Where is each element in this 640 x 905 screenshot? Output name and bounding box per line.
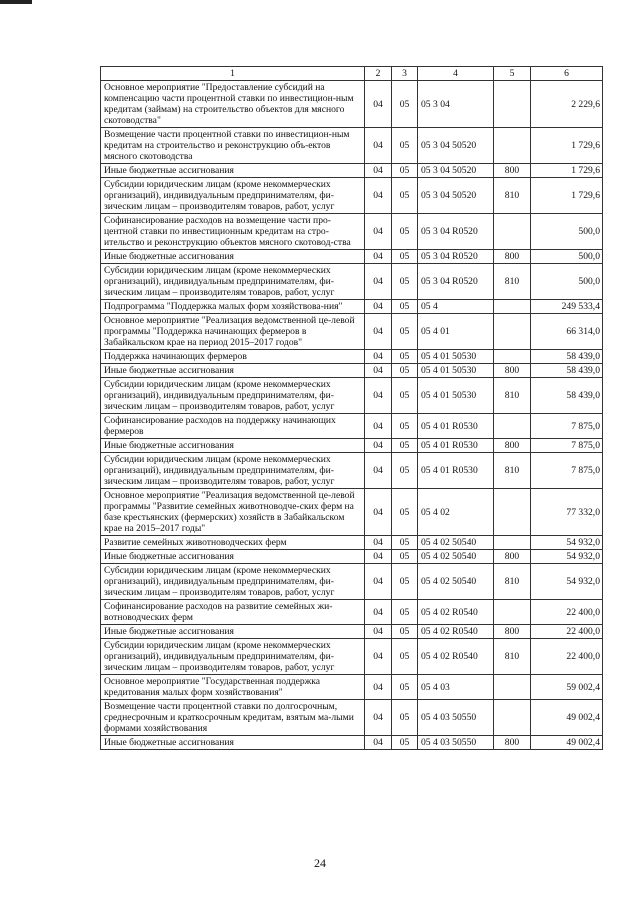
expense-type-cell: 800 [494,364,531,378]
subsection-cell: 05 [392,300,418,314]
section-cell: 04 [365,550,392,564]
section-cell: 04 [365,414,392,439]
section-cell: 04 [365,128,392,164]
section-cell: 04 [365,178,392,214]
row-name-cell: Основное мероприятие "Реализация ведомственной це-левой программы "Поддержка начинающих фермеров в Забайкальском крае на период 2015–2017 годов" [101,314,365,350]
section-cell: 04 [365,364,392,378]
target-article-cell: 05 4 01 50530 [418,364,494,378]
section-cell: 04 [365,378,392,414]
row-name-cell: Иные бюджетные ассигнования [101,550,365,564]
expense-type-cell [494,489,531,536]
target-article-cell: 05 4 02 [418,489,494,536]
expense-type-cell [494,300,531,314]
row-name-cell: Иные бюджетные ассигнования [101,625,365,639]
expense-type-cell: 800 [494,625,531,639]
expense-type-cell [494,128,531,164]
section-cell: 04 [365,700,392,736]
section-cell: 04 [365,625,392,639]
table-row [101,439,603,453]
amount-cell: 54 932,0 [531,564,603,600]
amount-cell: 49 002,4 [531,736,603,750]
column-header: 6 [531,67,603,81]
row-name-cell: Софинансирование расходов на поддержку начинающих фермеров [101,414,365,439]
target-article-cell: 05 4 03 [418,675,494,700]
expense-type-cell [494,600,531,625]
row-name-cell: Основное мероприятие "Реализация ведомственной це-левой программы "Развитие семейных животноводче-ских ферм на базе крестьянских (фермерских) хозяйств в Забайкальском крае на 2015–2017 годы" [101,489,365,536]
row-name-cell: Иные бюджетные ассигнования [101,439,365,453]
amount-cell: 1 729,6 [531,128,603,164]
column-header: 1 [101,67,365,81]
scan-corner-mark [0,0,32,4]
amount-cell: 58 439,0 [531,378,603,414]
target-article-cell: 05 4 03 50550 [418,700,494,736]
row-name-cell: Субсидии юридическим лицам (кроме некоммерческих организаций), индивидуальным предпринимателям, фи-зическим лицам – производителям товаров, работ, услуг [101,178,365,214]
target-article-cell: 05 4 01 R0530 [418,439,494,453]
subsection-cell: 05 [392,81,418,128]
amount-cell: 58 439,0 [531,364,603,378]
page-number: 24 [314,856,326,870]
subsection-cell: 05 [392,164,418,178]
expense-type-cell [494,536,531,550]
table-row [101,264,603,300]
amount-cell: 1 729,6 [531,178,603,214]
expense-type-cell: 810 [494,639,531,675]
row-name-cell: Поддержка начинающих фермеров [101,350,365,364]
section-cell: 04 [365,350,392,364]
target-article-cell: 05 4 02 R0540 [418,625,494,639]
expense-type-cell: 800 [494,164,531,178]
expense-type-cell [494,675,531,700]
subsection-cell: 05 [392,536,418,550]
row-name-cell: Возмещение части процентной ставки по долгосрочным, среднесрочным и краткосрочным кредитам, взятым ма-лыми формами хозяйствования [101,700,365,736]
section-cell: 04 [365,453,392,489]
section-cell: 04 [365,264,392,300]
section-cell: 04 [365,489,392,536]
amount-cell: 22 400,0 [531,639,603,675]
table-row [101,214,603,250]
section-cell: 04 [365,600,392,625]
expense-type-cell: 810 [494,453,531,489]
amount-cell: 7 875,0 [531,453,603,489]
section-cell: 04 [365,639,392,675]
row-name-cell: Софинансирование расходов на развитие семейных жи-вотноводческих ферм [101,600,365,625]
table-row [101,378,603,414]
expense-type-cell [494,314,531,350]
target-article-cell: 05 3 04 50520 [418,128,494,164]
table-row [101,675,603,700]
amount-cell: 500,0 [531,214,603,250]
row-name-cell: Субсидии юридическим лицам (кроме некоммерческих организаций), индивидуальным предпринимателям, фи-зическим лицам – производителям товаров, работ, услуг [101,564,365,600]
target-article-cell: 05 3 04 50520 [418,178,494,214]
expense-type-cell: 800 [494,550,531,564]
subsection-cell: 05 [392,128,418,164]
amount-cell: 66 314,0 [531,314,603,350]
target-article-cell: 05 4 02 50540 [418,536,494,550]
subsection-cell: 05 [392,314,418,350]
subsection-cell: 05 [392,264,418,300]
table-row [101,600,603,625]
row-name-cell: Основное мероприятие "Государственная поддержка кредитования малых форм хозяйствования" [101,675,365,700]
column-header: 4 [418,67,494,81]
subsection-cell: 05 [392,250,418,264]
expense-type-cell: 810 [494,378,531,414]
amount-cell: 7 875,0 [531,439,603,453]
target-article-cell: 05 4 02 50540 [418,564,494,600]
expense-type-cell [494,414,531,439]
row-name-cell: Иные бюджетные ассигнования [101,736,365,750]
subsection-cell: 05 [392,364,418,378]
table-row [101,736,603,750]
table-row [101,81,603,128]
table-row [101,128,603,164]
subsection-cell: 05 [392,675,418,700]
amount-cell: 54 932,0 [531,550,603,564]
target-article-cell: 05 4 01 R0530 [418,453,494,489]
table-row [101,536,603,550]
target-article-cell: 05 3 04 [418,81,494,128]
subsection-cell: 05 [392,178,418,214]
amount-cell: 22 400,0 [531,600,603,625]
subsection-cell: 05 [392,439,418,453]
column-header: 5 [494,67,531,81]
expense-type-cell [494,214,531,250]
subsection-cell: 05 [392,550,418,564]
expense-type-cell: 800 [494,736,531,750]
section-cell: 04 [365,536,392,550]
target-article-cell: 05 4 02 50540 [418,550,494,564]
subsection-cell: 05 [392,350,418,364]
table-row [101,564,603,600]
target-article-cell: 05 3 04 R0520 [418,250,494,264]
target-article-cell: 05 4 01 R0530 [418,414,494,439]
target-article-cell: 05 3 04 R0520 [418,264,494,300]
row-name-cell: Софинансирование расходов на возмещение части про-центной ставки по инвестиционным кредитам на стро-ительство и реконструкцию объектов мясного скотовод-ства [101,214,365,250]
subsection-cell: 05 [392,625,418,639]
subsection-cell: 05 [392,414,418,439]
table-row [101,364,603,378]
expense-type-cell: 800 [494,250,531,264]
section-cell: 04 [365,564,392,600]
table-row [101,489,603,536]
amount-cell: 7 875,0 [531,414,603,439]
section-cell: 04 [365,250,392,264]
expense-type-cell [494,350,531,364]
expense-type-cell [494,81,531,128]
table-row [101,250,603,264]
subsection-cell: 05 [392,564,418,600]
subsection-cell: 05 [392,700,418,736]
amount-cell: 500,0 [531,250,603,264]
table-row [101,625,603,639]
expense-type-cell: 800 [494,439,531,453]
target-article-cell: 05 4 02 R0540 [418,600,494,625]
table-row [101,414,603,439]
row-name-cell: Иные бюджетные ассигнования [101,164,365,178]
column-header: 3 [392,67,418,81]
target-article-cell: 05 4 03 50550 [418,736,494,750]
section-cell: 04 [365,164,392,178]
table-row [101,700,603,736]
column-header: 2 [365,67,392,81]
table-row [101,550,603,564]
subsection-cell: 05 [392,378,418,414]
section-cell: 04 [365,314,392,350]
section-cell: 04 [365,736,392,750]
table-row [101,300,603,314]
expense-type-cell: 810 [494,564,531,600]
row-name-cell: Иные бюджетные ассигнования [101,250,365,264]
section-cell: 04 [365,439,392,453]
amount-cell: 249 533,4 [531,300,603,314]
section-cell: 04 [365,214,392,250]
row-name-cell: Субсидии юридическим лицам (кроме некоммерческих организаций), индивидуальным предпринимателям, фи-зическим лицам – производителям товаров, работ, услуг [101,639,365,675]
table-row [101,639,603,675]
target-article-cell: 05 3 04 R0520 [418,214,494,250]
target-article-cell: 05 3 04 50520 [418,164,494,178]
expense-type-cell [494,700,531,736]
table-row [101,453,603,489]
section-cell: 04 [365,81,392,128]
row-name-cell: Субсидии юридическим лицам (кроме некоммерческих организаций), индивидуальным предпринимателям, фи-зическим лицам – производителям товаров, работ, услуг [101,264,365,300]
amount-cell: 2 229,6 [531,81,603,128]
budget-table [100,66,603,750]
expense-type-cell: 810 [494,264,531,300]
amount-cell: 49 002,4 [531,700,603,736]
subsection-cell: 05 [392,489,418,536]
table-row [101,314,603,350]
subsection-cell: 05 [392,600,418,625]
row-name-cell: Субсидии юридическим лицам (кроме некоммерческих организаций), индивидуальным предпринимателям, фи-зическим лицам – производителям товаров, работ, услуг [101,378,365,414]
amount-cell: 77 332,0 [531,489,603,536]
row-name-cell: Возмещение части процентной ставки по инвестицион-ным кредитам на строительство и реконструкцию объ-ектов мясного скотоводства [101,128,365,164]
target-article-cell: 05 4 01 50530 [418,378,494,414]
subsection-cell: 05 [392,214,418,250]
target-article-cell: 05 4 01 [418,314,494,350]
row-name-cell: Подпрограмма "Поддержка малых форм хозяйствова-ния" [101,300,365,314]
amount-cell: 1 729,6 [531,164,603,178]
section-cell: 04 [365,300,392,314]
amount-cell: 500,0 [531,264,603,300]
amount-cell: 58 439,0 [531,350,603,364]
target-article-cell: 05 4 02 R0540 [418,639,494,675]
amount-cell: 54 932,0 [531,536,603,550]
target-article-cell: 05 4 01 50530 [418,350,494,364]
target-article-cell: 05 4 [418,300,494,314]
row-name-cell: Основное мероприятие "Предоставление субсидий на компенсацию части процентной ставки по инвестицион-ным кредитам (займам) на строительство объектов для мясного скотоводства" [101,81,365,128]
table-header-row [101,67,603,81]
row-name-cell: Развитие семейных животноводческих ферм [101,536,365,550]
table-row [101,178,603,214]
subsection-cell: 05 [392,453,418,489]
table-row [101,164,603,178]
row-name-cell: Иные бюджетные ассигнования [101,364,365,378]
section-cell: 04 [365,675,392,700]
row-name-cell: Субсидии юридическим лицам (кроме некоммерческих организаций), индивидуальным предпринимателям, фи-зическим лицам – производителям товаров, работ, услуг [101,453,365,489]
amount-cell: 59 002,4 [531,675,603,700]
expense-type-cell: 810 [494,178,531,214]
subsection-cell: 05 [392,639,418,675]
table-row [101,350,603,364]
amount-cell: 22 400,0 [531,625,603,639]
subsection-cell: 05 [392,736,418,750]
